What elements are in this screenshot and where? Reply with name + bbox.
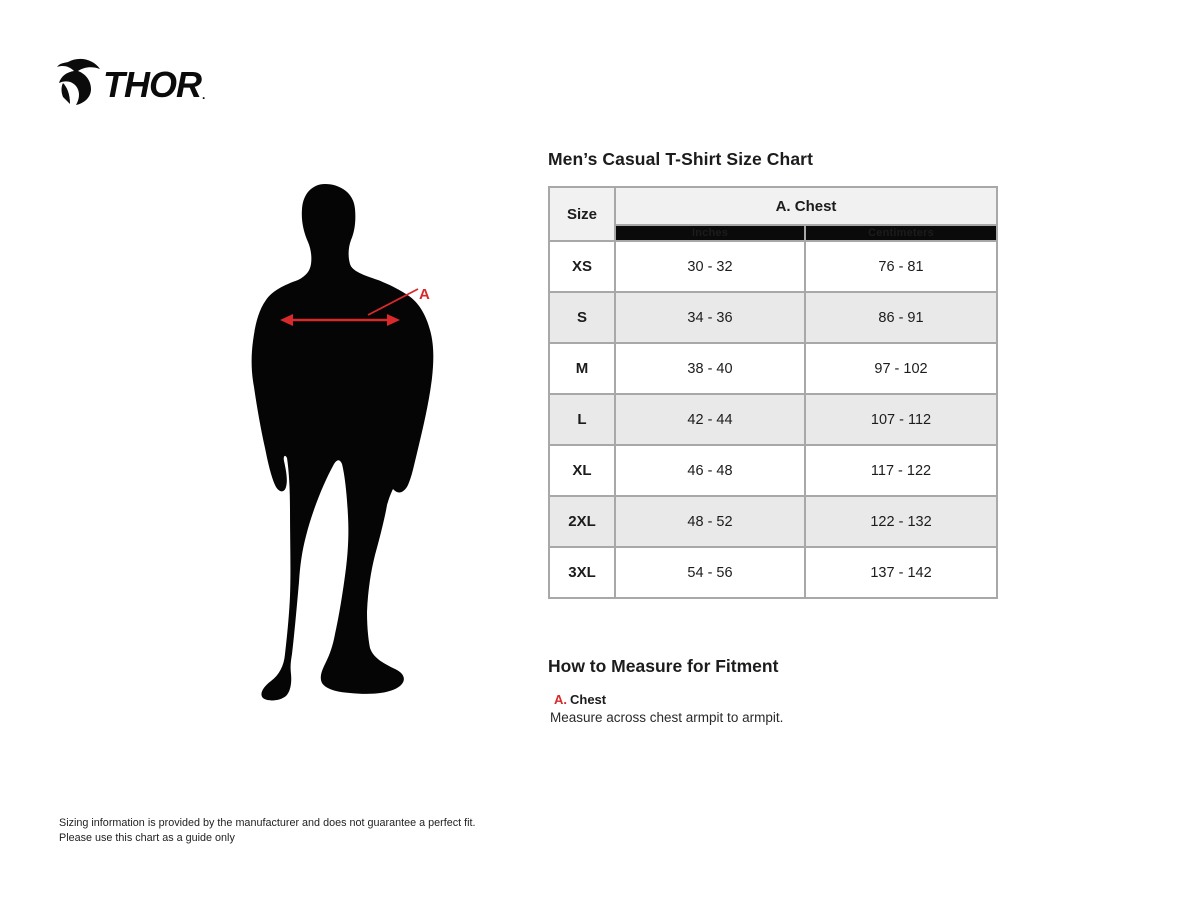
cell-size: L [549,394,615,445]
table-row [549,343,997,394]
table-row [549,547,997,598]
column-header-centimeters: Centimeters [805,225,997,241]
thor-logo [56,56,226,110]
cell-inches: 42 - 44 [615,394,805,445]
cell-inches: 48 - 52 [615,496,805,547]
cell-size: 3XL [549,547,615,598]
disclaimer-line-2: Please use this chart as a guide only [59,831,235,844]
table-unit-row [549,225,997,241]
measure-item-chest [554,692,606,707]
cell-centimeters: 122 - 132 [805,496,997,547]
disclaimer-line-1: Sizing information is provided by the manufacturer and does not guarantee a perfect fit. [59,817,476,829]
cell-size: XL [549,445,615,496]
cell-inches: 46 - 48 [615,445,805,496]
cell-inches: 30 - 32 [615,241,805,292]
measure-section-heading: How to Measure for Fitment [548,656,779,676]
table-header-row [549,187,997,225]
thor-helmet-icon [57,59,100,105]
measurement-figure [228,168,472,732]
thor-trademark-dot: . [202,88,206,102]
sizing-disclaimer [59,816,579,845]
chest-marker-label: A [419,286,430,303]
man-silhouette [252,184,434,700]
column-header-chest-group: A. Chest [615,187,997,225]
thor-wordmark: THOR [103,64,201,105]
cell-size: XS [549,241,615,292]
cell-size: M [549,343,615,394]
table-row [549,496,997,547]
cell-centimeters: 86 - 91 [805,292,997,343]
figure-svg [228,168,472,732]
cell-centimeters: 76 - 81 [805,241,997,292]
measure-item-name: Chest [570,692,607,707]
column-header-inches: Inches [615,225,805,241]
size-chart-table [548,186,998,599]
thor-logo-svg [56,56,226,110]
column-header-size: Size [549,187,615,241]
cell-centimeters: 97 - 102 [805,343,997,394]
table-row [549,445,997,496]
cell-size: S [549,292,615,343]
cell-size: 2XL [549,496,615,547]
measure-item-description: Measure across chest armpit to armpit. [550,710,784,725]
size-chart-title: Men’s Casual T-Shirt Size Chart [548,149,814,169]
table-row [549,241,997,292]
cell-centimeters: 137 - 142 [805,547,997,598]
cell-inches: 54 - 56 [615,547,805,598]
cell-centimeters: 117 - 122 [805,445,997,496]
cell-centimeters: 107 - 112 [805,394,997,445]
table-row [549,292,997,343]
cell-inches: 38 - 40 [615,343,805,394]
table-row [549,394,997,445]
measure-item-letter: A. [554,692,567,707]
cell-inches: 34 - 36 [615,292,805,343]
